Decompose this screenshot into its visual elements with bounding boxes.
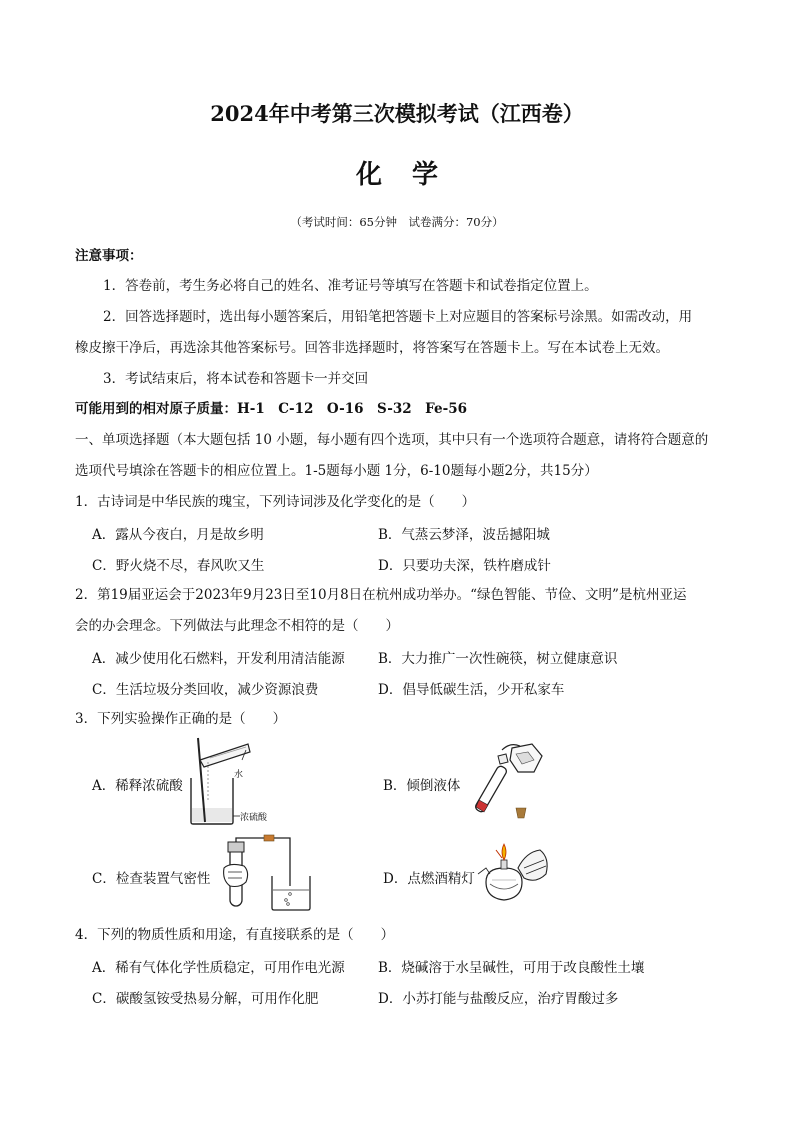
q3-option-b: B．倾倒液体 [383, 778, 461, 794]
diluting-acid-figure [184, 738, 284, 833]
q3-option-c: C．检查装置气密性 [92, 871, 211, 887]
q4-option-c: C．碳酸氢铵受热易分解，可用作化肥 [92, 991, 319, 1007]
notice-heading: 注意事项： [75, 248, 143, 264]
q1-option-b: B．气蒸云梦泽，波岳撼阳城 [378, 527, 550, 543]
q4-option-b: B．烧碱溶于水呈碱性，可用于改良酸性土壤 [378, 960, 645, 976]
q4-option-a: A．稀有气体化学性质稳定，可用作电光源 [92, 960, 345, 976]
notice-item-3: 3．考试结束后，将本试卷和答题卡一并交回 [103, 371, 369, 387]
section1-line1: 一、单项选择题（本大题包括 10 小题，每小题有四个选项，其中只有一个选项符合题意，请将符合题意的 [75, 432, 709, 448]
notice-item-2-line1: 2．回答选择题时，选出每小题答案后，用铅笔把答题卡上对应题目的答案标号涂黑。如需改动，用 [103, 309, 693, 325]
q2-stem-line2: 会的办会理念。下列做法与此理念不相符的是（ ） [75, 618, 399, 634]
q4-stem: 4．下列的物质性质和用途，有直接联系的是（ ） [75, 927, 395, 943]
q2-option-b: B．大力推广一次性碗筷，树立健康意识 [378, 651, 618, 667]
atomic-mass-line: 可能用到的相对原子质量：H-1 C-12 O-16 S-32 Fe-56 [75, 401, 467, 417]
notice-item-2-line2: 橡皮擦干净后，再选涂其他答案标号。回答非选择题时，将答案写在答题卡上。写在本试卷上无效。 [75, 340, 669, 356]
subject-title: 化学 [355, 160, 468, 190]
q3-option-d: D．点燃酒精灯 [383, 871, 475, 887]
q2-stem-line1: 2．第19届亚运会于2023年9月23日至10月8日在杭州成功举办。“绿色智能、节俭、文明”是杭州亚运 [75, 587, 687, 603]
exam-info: （考试时间：65分钟 试卷满分：70分） [290, 215, 504, 229]
section1-line2: 选项代号填涂在答题卡的相应位置上。1-5题每小题 1分，6-10题每小题2分，共15分） [75, 463, 598, 479]
acid-label: 浓硫酸 [240, 813, 268, 823]
q2-option-c: C．生活垃圾分类回收，减少资源浪费 [92, 682, 319, 698]
water-label: 水 [234, 770, 244, 780]
q1-stem: 1．古诗词是中华民族的瑰宝，下列诗词涉及化学变化的是（ ） [75, 494, 476, 510]
airtightness-figure [220, 838, 330, 914]
q3-stem: 3．下列实验操作正确的是（ ） [75, 711, 287, 727]
page-title: 2024年中考第三次模拟考试（江西卷） [210, 101, 584, 126]
q1-option-a: A．露从今夜白，月是故乡明 [92, 527, 264, 543]
q2-option-d: D．倡导低碳生活，少开私家车 [378, 682, 565, 698]
q4-option-d: D．小苏打能与盐酸反应，治疗胃酸过多 [378, 991, 619, 1007]
q3-option-a: A．稀释浓硫酸 [92, 778, 183, 794]
notice-item-1: 1．答卷前，考生务必将自己的姓名、准考证号等填写在答题卡和试卷指定位置上。 [103, 278, 598, 294]
q2-option-a: A．减少使用化石燃料，开发利用清洁能源 [92, 651, 345, 667]
q1-option-c: C．野火烧不尽，春风吹又生 [92, 558, 265, 574]
alcohol-lamp-figure [474, 838, 554, 910]
pouring-liquid-figure [462, 742, 552, 824]
q1-option-d: D．只要功夫深，铁杵磨成针 [378, 558, 551, 574]
